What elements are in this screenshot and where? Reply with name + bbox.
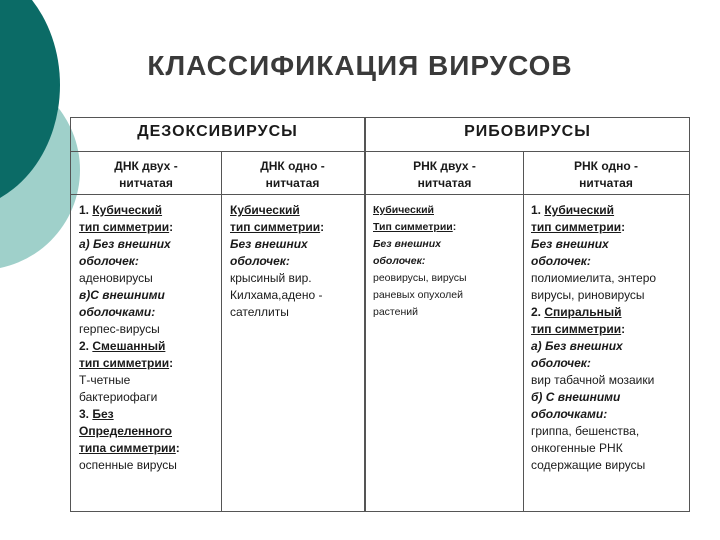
symmetry-type: Кубический — [544, 203, 615, 217]
cell-dna-single — [230, 202, 362, 321]
item-number: 1. — [531, 203, 542, 217]
subgroup-label: Без внешних — [230, 237, 308, 251]
column-header-line: ДНК одно - — [260, 159, 325, 173]
colon: : — [452, 221, 457, 233]
virus-example: раневых опухолей — [373, 289, 463, 301]
virus-example: аденовирусы — [79, 271, 153, 285]
item-number: 2. — [531, 305, 542, 319]
cell-line — [531, 202, 689, 219]
column-header-line: нитчатая — [265, 176, 320, 190]
group-header-rna: РИБОВИРУСЫ — [464, 123, 591, 140]
subgroup-label: Без внешних — [531, 237, 609, 251]
subgroup-label: оболочек: — [373, 255, 426, 267]
virus-example: вир табачной мозаики — [531, 373, 655, 387]
cell-line — [531, 304, 689, 321]
group-header-dna: ДЕЗОКСИВИРУСЫ — [137, 123, 298, 140]
virus-example: содержащие вирусы — [531, 458, 646, 472]
symmetry-type: Спиральный — [544, 305, 622, 319]
virus-example: Килхама,адено - — [230, 288, 323, 302]
virus-example: онкогенные РНК — [531, 441, 623, 455]
subgroup-label: Без внешних — [373, 238, 442, 250]
subgroup-label: оболочек: — [531, 356, 591, 370]
virus-example: Т-четные — [79, 373, 131, 387]
colon: : — [169, 356, 174, 370]
colon: : — [169, 220, 174, 234]
row-divider — [71, 194, 689, 195]
classification-table — [70, 117, 690, 512]
cell-line — [79, 355, 219, 372]
column-header-line: нитчатая — [579, 176, 633, 190]
column-header-line: ДНК двух - — [114, 159, 178, 173]
page-title: КЛАССИФИКАЦИЯ ВИРУСОВ — [147, 50, 573, 81]
virus-example: полиомиелита, энтеро — [531, 271, 657, 285]
symmetry-type: тип симметрии — [79, 356, 170, 370]
subgroup-label: оболочками: — [531, 407, 608, 421]
column-header-rna-double — [366, 158, 523, 192]
cell-rna-double — [373, 202, 521, 321]
virus-example: вирусы, риновирусы — [531, 288, 645, 302]
row-divider — [71, 151, 689, 152]
virus-example: оспенные вирусы — [79, 458, 177, 472]
virus-example: сателлиты — [230, 305, 289, 319]
symmetry-type: тип симметрии — [230, 220, 321, 234]
column-header-line: РНК одно - — [573, 159, 639, 173]
symmetry-type: типа симметрии — [79, 441, 176, 455]
symmetry-type: Кубический — [373, 204, 434, 216]
virus-example: герпес-вирусы — [79, 322, 160, 336]
subgroup-label: в)С внешними — [79, 288, 165, 302]
symmetry-type: тип симметрии — [531, 322, 622, 336]
virus-example: реовирусы, вирусы — [373, 272, 467, 284]
symmetry-type: Тип симметрии — [373, 221, 453, 233]
cell-line — [531, 219, 689, 236]
subgroup-label: б) С внешними — [531, 390, 621, 404]
colon: : — [320, 220, 325, 234]
cell-rna-single — [531, 202, 689, 474]
item-number: 1. — [79, 203, 90, 217]
symmetry-type: Кубический — [230, 203, 300, 217]
symmetry-type: тип симметрии — [79, 220, 170, 234]
symmetry-type: Определенного — [79, 424, 173, 438]
virus-example: гриппа, бешенства, — [531, 424, 640, 438]
cell-line — [79, 406, 219, 423]
column-header-dna-single — [221, 158, 364, 192]
item-number: 2. — [79, 339, 90, 353]
virus-example: бактериофаги — [79, 390, 158, 404]
cell-line — [79, 338, 219, 355]
symmetry-type: Кубический — [92, 203, 163, 217]
colon: : — [175, 441, 180, 455]
column-header-line: нитчатая — [119, 176, 173, 190]
subgroup-label: оболочек: — [230, 254, 290, 268]
symmetry-type: Смешанный — [92, 339, 166, 353]
column-header-line: РНК двух - — [413, 159, 476, 173]
col-divider — [221, 151, 222, 511]
column-header-dna-double — [71, 158, 221, 192]
cell-line — [531, 321, 689, 338]
cell-dna-double — [79, 202, 219, 474]
virus-example: растений — [373, 306, 418, 318]
symmetry-type: тип симметрии — [531, 220, 622, 234]
symmetry-type: Без — [92, 407, 114, 421]
subgroup-label: оболочек: — [79, 254, 139, 268]
subgroup-label: оболочками: — [79, 305, 156, 319]
virus-example: крысиный вир. — [230, 271, 312, 285]
item-number: 3. — [79, 407, 90, 421]
colon: : — [621, 220, 626, 234]
subgroup-label: а) Без внешних — [531, 339, 623, 353]
cell-line — [373, 219, 521, 236]
col-divider — [523, 151, 524, 511]
column-header-line: нитчатая — [417, 176, 472, 190]
subgroup-label: а) Без внешних — [79, 237, 171, 251]
cell-line — [79, 440, 219, 457]
cell-line — [79, 202, 219, 219]
cell-line — [79, 219, 219, 236]
cell-line — [230, 219, 362, 236]
column-header-rna-single — [523, 158, 689, 192]
subgroup-label: оболочек: — [531, 254, 591, 268]
colon: : — [621, 322, 626, 336]
